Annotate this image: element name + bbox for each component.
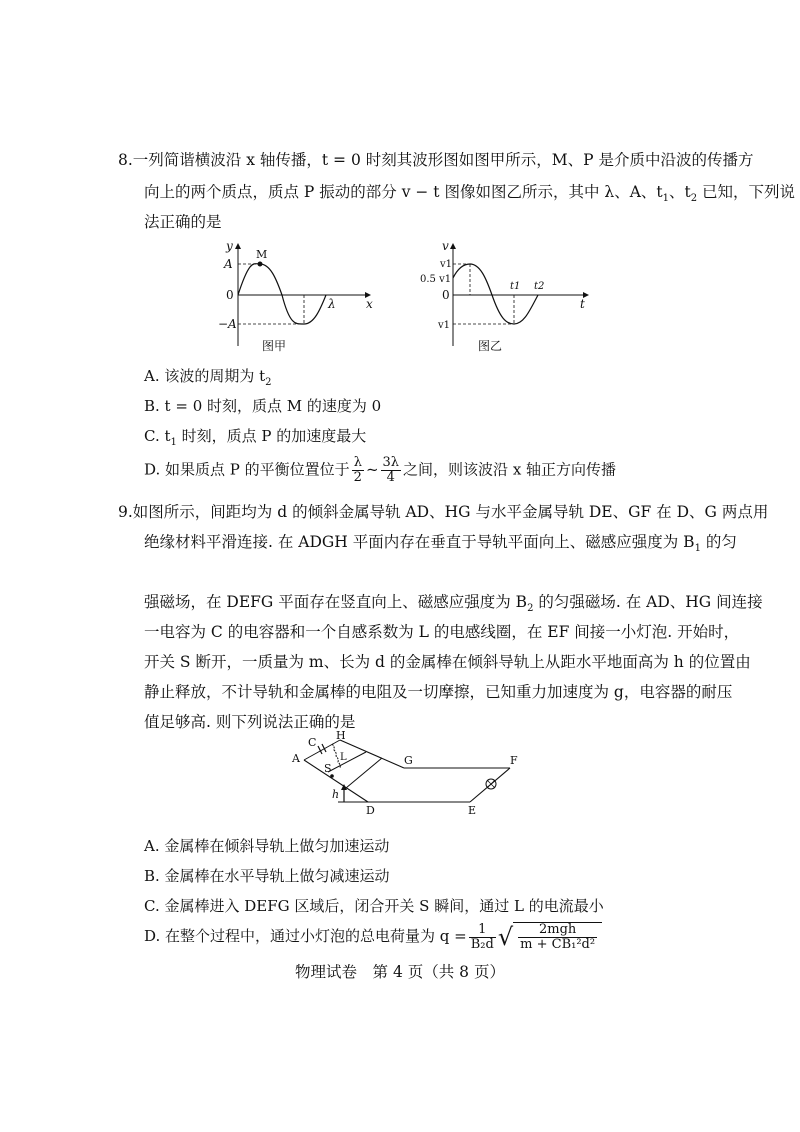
fig-label-A: A: [292, 752, 300, 765]
field-boundary: [346, 758, 382, 788]
inductor-coil: [332, 744, 340, 768]
jia-label-x: x: [366, 297, 373, 311]
q8-option-D: D. 如果质点 P 的平衡位置位于 $\frac{\lambda}{2}$ ~ $\frac{3\lambda}{4}$ 之间，则该波沿 x 轴正方向传播: [144, 455, 617, 485]
metal-rod: [328, 752, 366, 772]
yi-label-v: v: [442, 239, 449, 253]
fig-label-S: S: [324, 762, 332, 775]
q9-line-2-tail: 的匀: [700, 533, 737, 551]
jia-label-zero: 0: [226, 288, 234, 302]
b1-subscript: 1: [694, 543, 701, 555]
jia-label-negA: −A: [218, 317, 237, 331]
q9-line-5: 一电容为 C 的电容器和一个自感系数为 L 的电感线圈，在 EF 间接一小灯泡. 开始时，: [144, 623, 740, 641]
q8-line-2: 向上的两个质点，质点 P 振动的部分 v − t 图像如图乙所示，其中 λ、A、$t_1$、$t_2$ 已知，下列说: [144, 183, 796, 205]
figure-rails: [288, 729, 548, 826]
q9-line-4: 强磁场，在 DEFG 平面存在竖直向上、磁感应强度为 $B_2$ 的匀强磁场. 在 AD、HG 间连接: [144, 593, 763, 615]
fig-label-C: C: [308, 736, 317, 749]
q9-line-8: 值足够高. 则下列说法正确的是: [144, 713, 356, 731]
point-M: [258, 262, 263, 267]
q9-option-A: A. 金属棒在倾斜导轨上做匀加速运动: [144, 837, 390, 855]
yi-label-t2: t2: [534, 281, 545, 292]
yi-label-neg-v1: v1: [438, 320, 451, 331]
yi-caption: 图乙: [478, 339, 503, 353]
jia-label-A: A: [224, 257, 233, 271]
q9-option-C: C. 金属棒进入 DEFG 区域后，闭合开关 S 瞬间，通过 L 的电流最小: [144, 897, 604, 915]
q9-line-7: 静止释放，不计导轨和金属棒的电阻及一切摩擦，已知重力加速度为 g，电容器的耐压: [144, 683, 733, 701]
q9-line-1: 9.如图所示，间距均为 d 的倾斜金属导轨 AD、HG 与水平金属导轨 DE、GF 在 D、G 两点用: [118, 503, 769, 521]
yi-label-zero: 0: [442, 288, 450, 302]
q8-line-3: 法正确的是: [144, 213, 222, 231]
jia-label-y: y: [226, 239, 233, 253]
fig-label-F: F: [510, 754, 518, 767]
jia-label-lambda: λ: [328, 297, 336, 311]
fig-label-H: H: [336, 729, 346, 742]
rail-HG: [340, 740, 404, 768]
q9-line-6: 开关 S 断开，一质量为 m、长为 d 的金属棒在倾斜导轨上从距水平地面高为 h 的位置由: [144, 653, 751, 671]
page-footer: 物理试卷 第 4 页（共 8 页）: [295, 963, 505, 981]
yi-label-t1: t1: [510, 281, 521, 292]
figure-yi: [418, 238, 598, 356]
yi-vt-curve: [453, 264, 538, 324]
q9-option-D: D. 在整个过程中，通过小灯泡的总电荷量为 q = $\frac{1}{\text{B₂d}}$ √ $\frac{\text{2mgh}}{\text{m + CB₁²d²}}$: [144, 922, 602, 952]
fig-label-h: h: [332, 788, 340, 801]
fig-label-L: L: [340, 752, 347, 763]
q8-option-B: B. t = 0 时刻，质点 M 的速度为 0: [144, 397, 382, 415]
yi-label-half-v1: 0.5 v1: [420, 274, 452, 285]
jia-wave-curve: [238, 264, 326, 324]
jia-caption: 图甲: [262, 339, 287, 353]
q8-option-A: A. 该波的周期为 $t_2$: [144, 367, 272, 388]
fig-label-D: D: [366, 804, 375, 817]
q9-option-B: B. 金属棒在水平导轨上做匀减速运动: [144, 867, 390, 885]
yi-label-v1: v1: [440, 259, 453, 270]
fig-label-G: G: [404, 754, 413, 767]
q8-option-C: C. $t_1$ 时刻，质点 P 的加速度最大: [144, 427, 367, 448]
q8-line-1: 8.一列简谐横波沿 x 轴传播，t = 0 时刻其波形图如图甲所示，M、P 是介质中沿波的传播方: [118, 151, 754, 169]
figure-jia: [218, 238, 388, 356]
q9-line-2: 绝缘材料平滑连接. 在 ADGH 平面内存在垂直于导轨平面向上、磁感应强度为 $B_1$ 的匀: [144, 533, 737, 555]
yi-label-t: t: [580, 297, 585, 311]
jia-label-M: M: [256, 248, 268, 261]
fig-label-E: E: [468, 804, 477, 817]
sqrt-sign: √: [497, 923, 514, 951]
